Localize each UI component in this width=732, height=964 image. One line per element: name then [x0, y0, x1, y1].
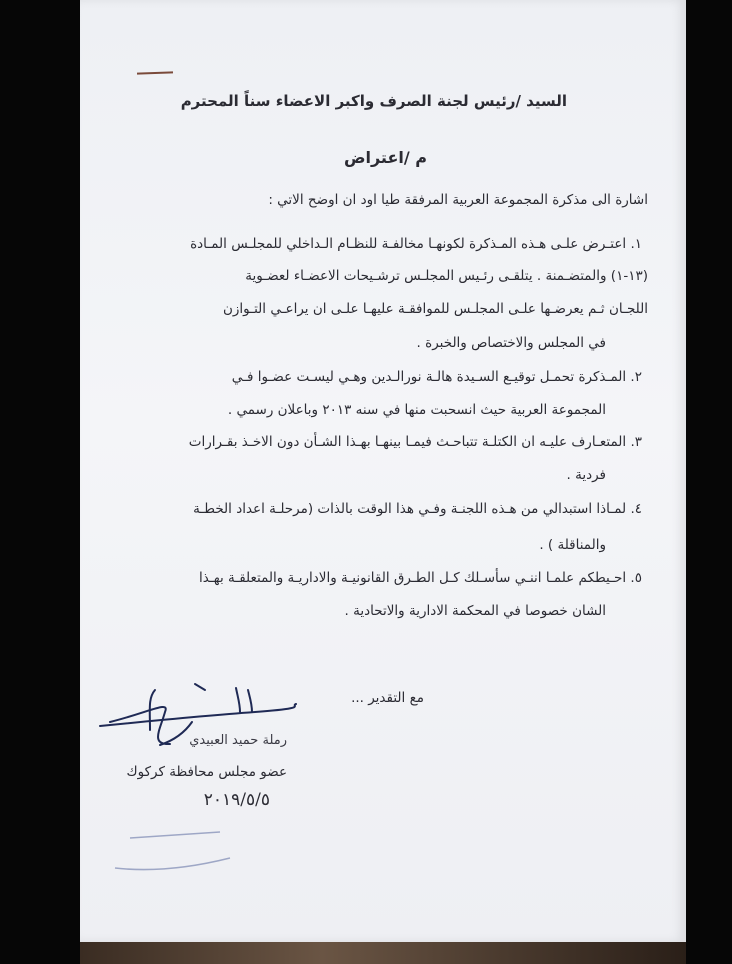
- body-line: المجموعة العربية حيث انسحبت منها في سنه ٢٠١٣ وباعلان رسمي .: [227, 402, 606, 418]
- body-line: ٢. المـذكرة تحمـل توقيـع السـيدة هالـة نورالـدين وهـي ليسـت عضـوا فـي: [231, 369, 642, 385]
- body-line: ٥. احـيطكم علمـا اننـي سأسـلك كـل الطـرق القانونيـة والاداريـة والمتعلقـة بهـذا: [198, 570, 642, 586]
- addressee-line: السيد /رئيس لجنة الصرف واكبر الاعضاء سناً المحترم: [180, 92, 567, 110]
- body-line: فردية .: [566, 467, 606, 483]
- body-line: ١. اعتـرض علـى هـذه المـذكرة لكونهـا مخالفـة للنظـام الـداخلي للمجلـس المـادة: [190, 236, 642, 252]
- closing-line: مع التقدير ...: [351, 690, 424, 706]
- body-line: الشان خصوصا في المحكمة الادارية والاتحادية .: [344, 603, 606, 619]
- body-line: ٣. المتعـارف عليـه ان الكتلـة تتباحـث فيمـا بينهـا بهـذا الشـأن دون الاخـذ بقـرارات: [188, 434, 642, 450]
- signatory-title: عضو مجلس محافظة كركوك: [126, 764, 287, 780]
- body-line: والمناقلة ) .: [539, 537, 606, 553]
- signature-date: ٢٠١٩/٥/٥: [203, 790, 270, 810]
- subject-line: م /اعتراض: [343, 148, 427, 167]
- intro-line: اشارة الى مذكرة المجموعة العربية المرفقة طيا اود ان اوضح الاتي :: [268, 192, 648, 208]
- body-line: اللجـان ثـم يعرضـها علـى المجلـس للموافقـة عليهـا علـى ان يراعـي التـوازن: [222, 301, 648, 317]
- body-line: في المجلس والاختصاص والخبرة .: [416, 335, 606, 351]
- signatory-name: رملة حميد العبيدي: [189, 733, 287, 748]
- body-line: (١٣-١) والمتضـمنة . يتلقـى رئـيس المجلـس ترشـيحات الاعضـاء لعضـوية: [245, 268, 648, 284]
- body-line: ٤. لمـاذا استبدالي من هـذه اللجنـة وفـي هذا الوقت بالذات (مرحلـة اعداد الخطـة: [193, 501, 642, 517]
